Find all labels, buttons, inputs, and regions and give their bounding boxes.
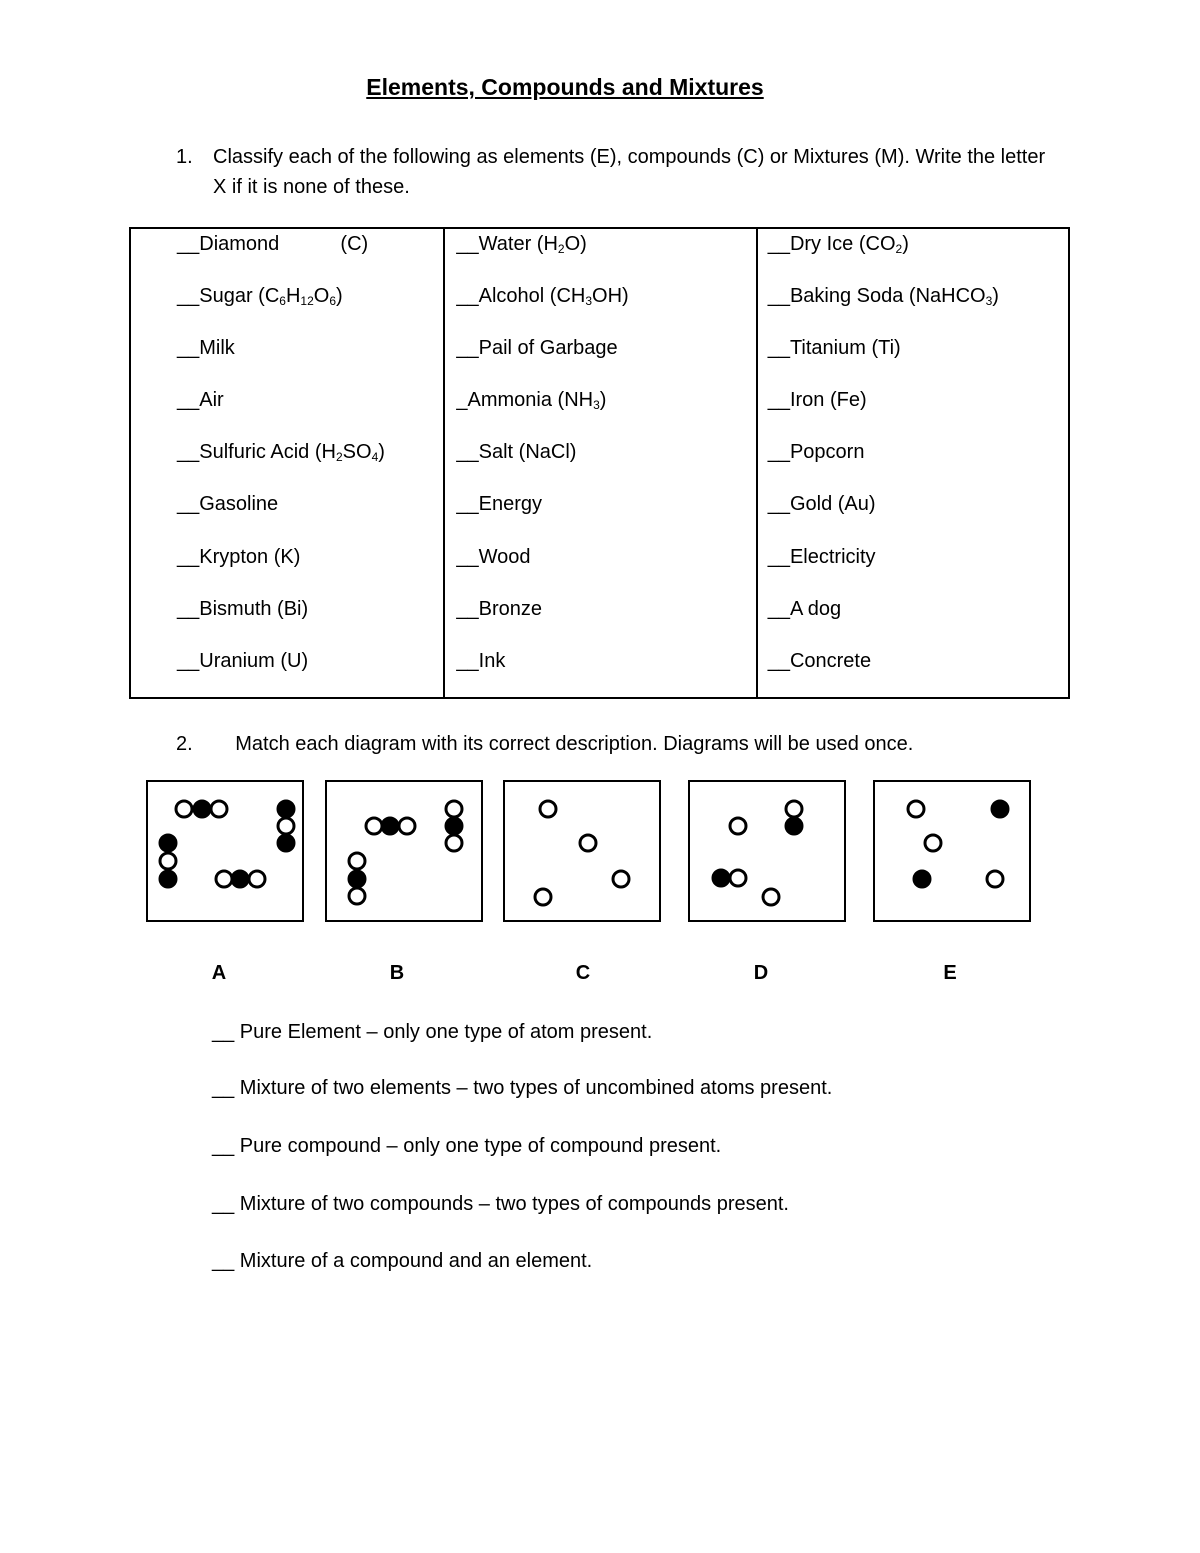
table-item[interactable]: __Electricity: [767, 546, 876, 568]
diagram-a: [146, 780, 304, 922]
table-item[interactable]: __Bismuth (Bi): [177, 598, 309, 620]
diagram-label-e: E: [943, 962, 957, 984]
diagram-c: [503, 780, 661, 922]
match-item-mixture-two-compounds[interactable]: __ Mixture of two compounds – two types of compounds present.: [212, 1193, 789, 1215]
table-column-3: [756, 229, 1068, 697]
question-1: [176, 142, 1056, 202]
table-item[interactable]: __Salt (NaCl): [456, 441, 577, 463]
diagram-e-molecules: [875, 782, 1033, 924]
table-item[interactable]: __Alcohol $(CH_3OH)$: [456, 285, 629, 308]
diagram-d-molecules: [690, 782, 848, 924]
table-item[interactable]: __Wood: [456, 546, 531, 568]
question-1-text: Classify each of the following as elements (E), compounds (C) or Mixtures (M). Write the letter X if it is none of these.: [213, 146, 1046, 198]
page-title: Elements, Compounds and Mixtures: [366, 74, 764, 100]
question-2: [176, 730, 913, 758]
diagram-label-b: B: [389, 962, 405, 984]
diagram-e: [873, 780, 1031, 922]
table-item[interactable]: __Diamond (C): [177, 233, 369, 255]
table-item[interactable]: __Ink: [456, 650, 506, 672]
table-item[interactable]: __Krypton (K): [177, 546, 301, 568]
table-item[interactable]: __Sulfuric Acid $(H_2SO_4)$: [177, 441, 385, 464]
table-item[interactable]: __Popcorn: [767, 441, 865, 463]
table-item[interactable]: __Water $(H_2O)$: [456, 233, 587, 256]
table-item[interactable]: __Gold (Au): [767, 493, 876, 515]
table-item[interactable]: __A dog: [767, 598, 842, 620]
table-item[interactable]: __Gasoline: [177, 493, 279, 515]
table-item[interactable]: __Energy: [456, 493, 543, 515]
table-item[interactable]: _Ammonia $(NH_3)$: [456, 389, 607, 412]
diagram-b: [325, 780, 483, 922]
diagram-d: [688, 780, 846, 922]
table-item[interactable]: __Uranium (U): [177, 650, 309, 672]
classification-table: [129, 227, 1070, 699]
table-item[interactable]: __Baking Soda (NaHCO$_3$): [767, 285, 999, 308]
diagram-c-molecules: [505, 782, 663, 924]
table-column-1: [131, 229, 443, 697]
table-item[interactable]: __Sugar $(C_6H_{12}O_6)$: [177, 285, 343, 308]
question-2-text: Match each diagram with its correct description. Diagrams will be used once.: [235, 733, 914, 755]
question-1-number: 1.: [176, 146, 193, 168]
table-item[interactable]: __Pail of Garbage: [456, 337, 618, 359]
table-column-2: [443, 229, 755, 697]
table-item[interactable]: __Iron (Fe): [767, 389, 867, 411]
table-item[interactable]: __Dry Ice $(CO_2)$: [767, 233, 909, 256]
match-item-compound-and-element[interactable]: __ Mixture of a compound and an element.: [212, 1250, 593, 1272]
question-2-number: 2.: [176, 733, 193, 755]
table-item[interactable]: __Air: [177, 389, 224, 411]
diagram-label-a: A: [211, 962, 227, 984]
diagram-label-c: C: [575, 962, 591, 984]
diagram-label-d: D: [753, 962, 769, 984]
table-item[interactable]: __Titanium (Ti): [767, 337, 901, 359]
table-item[interactable]: __Concrete: [767, 650, 872, 672]
match-item-pure-compound[interactable]: __ Pure compound – only one type of compound present.: [212, 1135, 722, 1157]
diagram-a-molecules: [148, 782, 306, 924]
table-item[interactable]: __Milk: [177, 337, 235, 359]
diagram-b-molecules: [327, 782, 485, 924]
match-item-pure-element[interactable]: __ Pure Element – only one type of atom present.: [212, 1021, 653, 1043]
match-item-mixture-two-elements[interactable]: __ Mixture of two elements – two types of uncombined atoms present.: [212, 1077, 833, 1099]
table-item[interactable]: __Bronze: [456, 598, 543, 620]
